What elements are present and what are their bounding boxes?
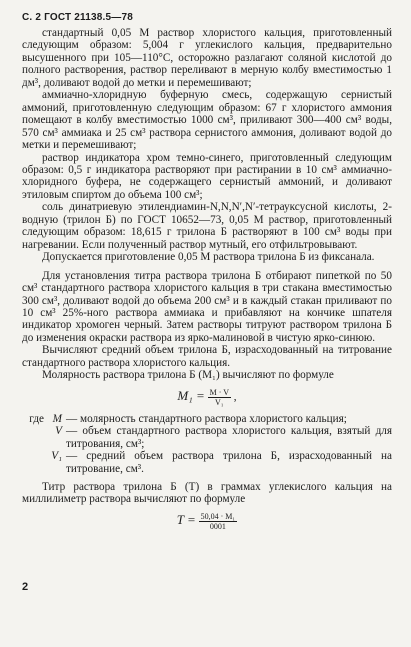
paragraph: Вычисляют средний объем трилона Б, израсходованный на титрование стандартного раствора хлористого кальция. (22, 344, 392, 369)
legend-text: — объем стандартного раствора хлористого кальция, взятый для титрования, см³; (66, 425, 392, 450)
paragraph: Молярность раствора трилона Б (M₁) вычисляют по формуле (42, 369, 334, 382)
formula-lhs: M₁ = (177, 387, 205, 403)
paragraph: Допускается приготовление 0,05 М раствора трилона Б из фиксанала. (42, 251, 375, 264)
paragraph: Титр раствора трилона Б (T) в граммах углекислого кальция на миллилиметр раствора вычисляют по формуле (22, 480, 392, 506)
formula-molarity (22, 388, 392, 407)
formula-lhs: T = (176, 511, 196, 527)
paragraph: Для установления титра раствора трилона Б отбирают пипеткой по 50 см³ стандартного раствора хлористого кальция в три стакана вместимостью 300 см³, доливают водой до объема 200 см³ и в каждый стакан приливают по 10 см³ 25%-ного раствора аммиака и прибавляют на кончике шпателя индикатор хромоген черный. Затем растворы титруют раствором трилона Б до изменения окраски раствора из ярко-малиновой в чистую ярко-синюю. (22, 269, 392, 344)
document-body (22, 27, 392, 537)
paragraph: аммиачно-хлоридную буферную смесь, содержащую сернистый аммоний, приготовленную следующим образом: 67 г хлористого аммония помещают в колбу вместимостью 1000 см³, приливают 300—400 см³ воды, 570 см³ аммиака и 25 см³ раствора сернистого аммония, доливают водой до метки и перемешивают; (22, 89, 392, 152)
legend-row (22, 450, 392, 475)
formula-legend (22, 413, 392, 475)
legend-row (22, 425, 392, 450)
formula-tail: , (233, 390, 237, 403)
formula-fraction (208, 388, 231, 407)
legend-symbol: V₁ (51, 450, 62, 463)
formula-denominator: V₁ (215, 397, 224, 407)
page-number: 2 (22, 581, 29, 593)
formula-fraction (199, 512, 238, 531)
formula-titer (22, 512, 392, 531)
legend-text: — средний объем раствора трилона Б, израсходованный на титрование, см³. (66, 450, 392, 475)
legend-text: — молярность стандартного раствора хлористого кальция; (66, 412, 347, 425)
page-header: С. 2 ГОСТ 21138.5—78 (22, 12, 134, 23)
legend-intro: где (29, 412, 44, 425)
legend-symbol: V (55, 425, 62, 438)
paragraph: раствор индикатора хром темно-синего, приготовленный следующим образом: 0,5 г индикатора растворяют при растирании в 10 см³ аммиачно-хлоридного буфера, не содержащего сернистый аммоний, и доливают этиловым спиртом до объема 100 см³; (22, 151, 392, 201)
formula-denominator: 0001 (209, 521, 226, 531)
formula-numerator: M · V (209, 387, 229, 397)
formula-numerator: 50,04 · M₁ (200, 511, 236, 521)
legend-row (22, 413, 392, 425)
paragraph: соль динатриевую этилендиамин-N,N,N′,N′-тетрауксусной кислоты, 2-водную (трилон Б) по ГОСТ 10652—73, 0,05 М раствор, приготовленный следующим образом: 18,615 г трилона Б растворяют в 100 см³ воды при нагревании. Если полученный раствор мутный, его отфильтровывают. (22, 201, 392, 251)
paragraph: стандартный 0,05 М раствор хлористого кальция, приготовленный следующим образом: 5,004 г углекислого кальция, предварительно высушенного при 105—110°С, осторожно разлагают соляной кислотой до полного растворения, раствор переливают в мерную колбу вместимостью 1 дм³, доливают водой до метки и перемешивают; (22, 27, 392, 89)
legend-symbol: M (52, 412, 62, 425)
